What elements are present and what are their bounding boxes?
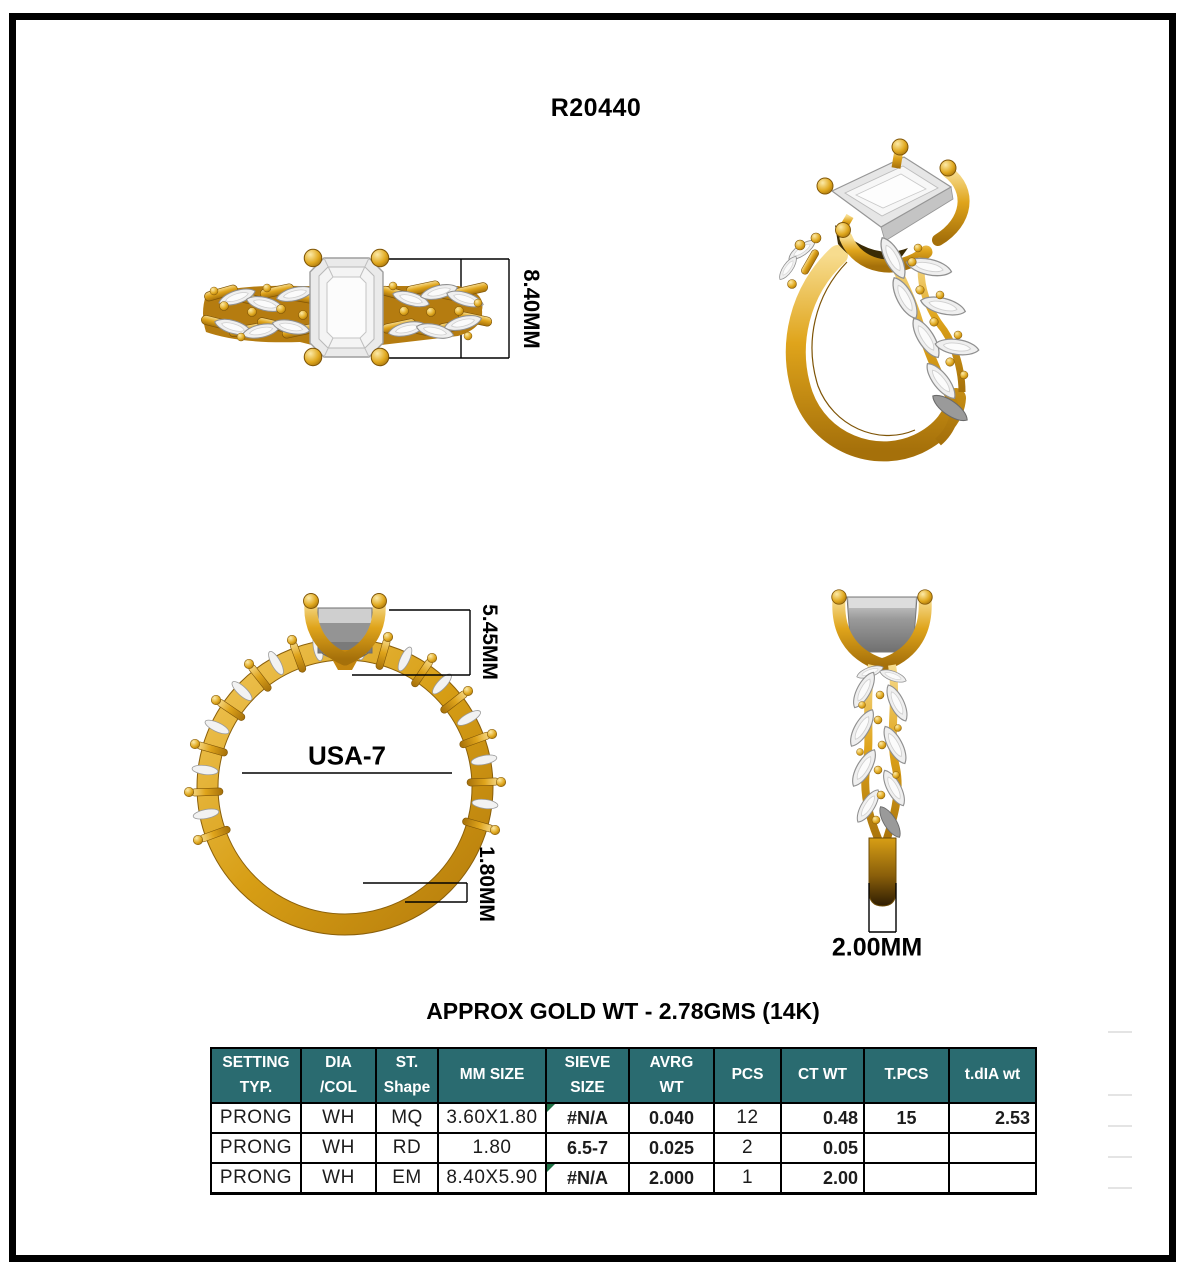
table-row [211, 1103, 1036, 1133]
excel-gridline-dash [1108, 1156, 1132, 1158]
cell-dia-col: WH [301, 1103, 376, 1133]
cell-t-pcs [864, 1163, 949, 1194]
ring-top-view-render [200, 249, 509, 366]
dim-label-head-height: 5.45MM [478, 604, 501, 680]
cell-t-pcs: 15 [864, 1103, 949, 1133]
dim-label-band-thickness: 1.80MM [475, 846, 498, 922]
col-header-t-pcs: T.PCS [864, 1048, 949, 1103]
cell-sieve-size: 6.5-7 [546, 1133, 629, 1163]
table-header-row [211, 1048, 1036, 1103]
error-marker-icon [547, 1164, 555, 1172]
excel-gridline-dash [1108, 1031, 1132, 1033]
cell-avrg-wt: 2.000 [629, 1163, 714, 1194]
cell-ct-wt: 2.00 [781, 1163, 864, 1194]
cell-sieve-size: #N/A [546, 1163, 629, 1194]
col-header-sieve-size: SIEVE SIZE [546, 1048, 629, 1103]
cell-st-shape: MQ [376, 1103, 438, 1133]
col-header-mm-size: MM SIZE [438, 1048, 546, 1103]
cell-setting: PRONG [211, 1133, 301, 1163]
stone-spec-table [210, 1047, 1037, 1195]
excel-gridline-dash [1108, 1094, 1132, 1096]
ring-front-view-render [832, 590, 933, 932]
cell-t-dia-wt: 2.53 [949, 1103, 1036, 1133]
cell-t-dia-wt [949, 1163, 1036, 1194]
col-header-dia-col: DIA /COL [301, 1048, 376, 1103]
table-row [211, 1133, 1036, 1163]
cell-mm-size: 3.60X1.80 [438, 1103, 546, 1133]
cell-st-shape: RD [376, 1133, 438, 1163]
cell-pcs: 2 [714, 1133, 781, 1163]
cell-t-dia-wt [949, 1133, 1036, 1163]
cell-setting: PRONG [211, 1103, 301, 1133]
cell-ct-wt: 0.05 [781, 1133, 864, 1163]
cell-ct-wt: 0.48 [781, 1103, 864, 1133]
cell-pcs: 1 [714, 1163, 781, 1194]
cell-sieve-size: #N/A [546, 1103, 629, 1133]
dim-label-band-width: 2.00MM [831, 933, 923, 962]
band-shank [869, 838, 896, 906]
cell-dia-col: WH [301, 1163, 376, 1194]
col-header-avrg-wt: AVRG WT [629, 1048, 714, 1103]
excel-gridline-dash [1108, 1125, 1132, 1127]
table-row [211, 1163, 1036, 1194]
ring-size-label: USA-7 [307, 740, 387, 771]
cell-t-pcs [864, 1133, 949, 1163]
col-header-pcs: PCS [714, 1048, 781, 1103]
error-marker-icon [547, 1104, 555, 1112]
cell-avrg-wt: 0.025 [629, 1133, 714, 1163]
col-header-ct-wt: CT WT [781, 1048, 864, 1103]
cell-avrg-wt: 0.040 [629, 1103, 714, 1133]
col-header-t-dia-wt: t.dIA wt [949, 1048, 1036, 1103]
cell-pcs: 12 [714, 1103, 781, 1133]
design-number-title: R20440 [550, 94, 642, 122]
col-header-st-shape: ST. Shape [376, 1048, 438, 1103]
cell-st-shape: EM [376, 1163, 438, 1194]
cell-setting: PRONG [211, 1163, 301, 1194]
col-header-setting-typ: SETTING TYP. [211, 1048, 301, 1103]
cell-dia-col: WH [301, 1133, 376, 1163]
cell-mm-size: 1.80 [438, 1133, 546, 1163]
ring-perspective-view-render [776, 139, 980, 451]
dim-label-stone-height: 8.40MM [519, 269, 544, 349]
center-stone-top [310, 258, 383, 357]
gold-weight-note: APPROX GOLD WT - 2.78GMS (14K) [426, 998, 820, 1024]
excel-gridline-dash [1108, 1187, 1132, 1189]
cell-mm-size: 8.40X5.90 [438, 1163, 546, 1194]
